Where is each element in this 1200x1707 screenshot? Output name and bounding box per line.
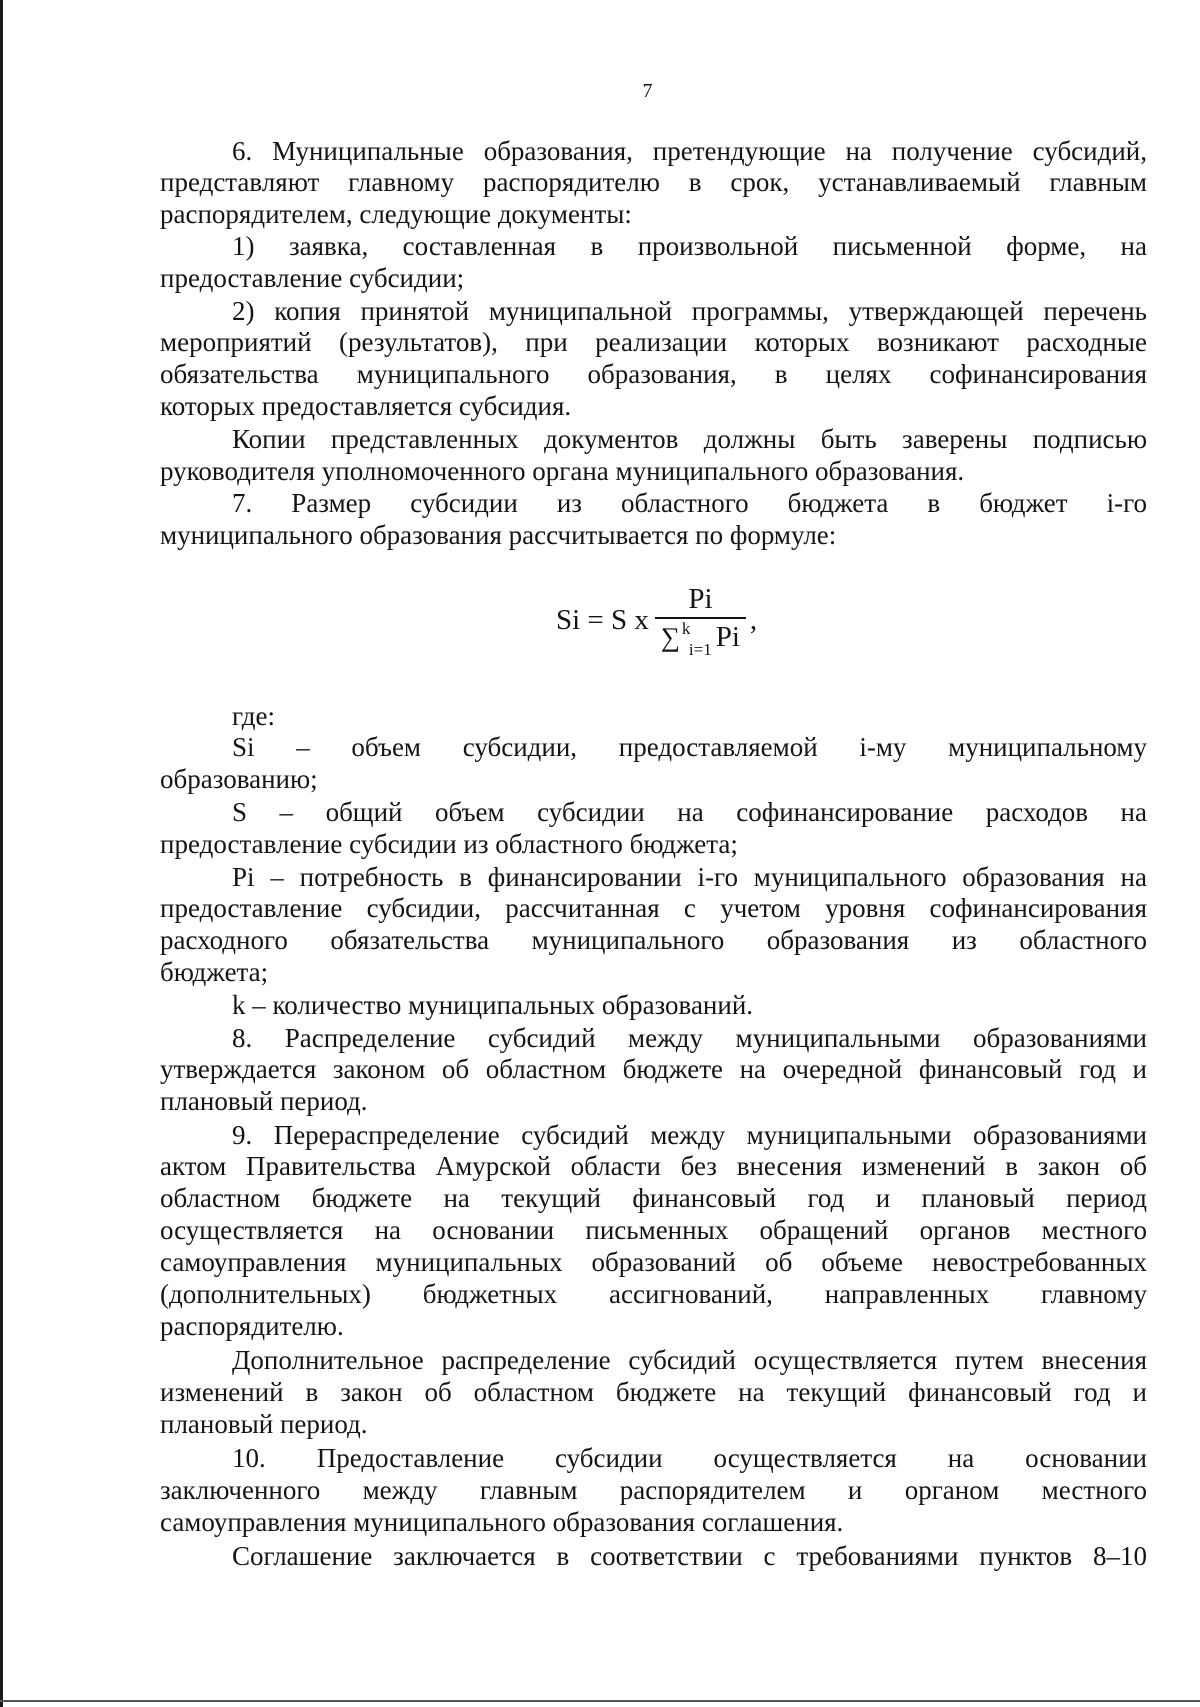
- text-line: расходного обязательства муниципального образования из областного: [160, 925, 1147, 955]
- sum-lower-limit: i=1: [688, 640, 712, 659]
- text-line: Соглашение заключается в соответствии с требованиями пунктов 8–10: [232, 1541, 1147, 1571]
- text-line: мероприятий (результатов), при реализации которых возникают расходные: [160, 327, 1147, 357]
- text-line: самоуправления муниципального образования соглашения.: [160, 1507, 844, 1537]
- text-line: S – общий объем субсидии на софинансирование расходов на: [232, 797, 1147, 827]
- sum-term: Pi: [715, 621, 740, 653]
- text-line: предоставление субсидии из областного бюджета;: [160, 829, 738, 859]
- text-line: плановый период.: [160, 1409, 368, 1439]
- text-line: областном бюджете на текущий финансовый год и плановый период: [160, 1183, 1147, 1213]
- text-line: Si – объем субсидии, предоставляемой i-му муниципальному: [232, 732, 1147, 762]
- text-line: заключенного между главным распорядителем и органом местного: [160, 1475, 1147, 1505]
- text-line: где:: [232, 701, 275, 731]
- text-line: 6. Муниципальные образования, претендующие на получение субсидий,: [232, 136, 1147, 166]
- text-line: муниципального образования рассчитывается по формуле:: [160, 520, 837, 550]
- text-line: 2) копия принятой муниципальной программы, утверждающей перечень: [232, 296, 1147, 326]
- text-line: изменений в закон об областном бюджете на текущий финансовый год и: [160, 1377, 1147, 1407]
- sum-upper-limit: k: [681, 619, 691, 638]
- text-line: самоуправления муниципальных образований об объеме невостребованных: [160, 1247, 1147, 1277]
- text-line: k – количество муниципальных образований.: [232, 990, 754, 1020]
- text-line: 9. Перераспределение субсидий между муниципальными образованиями: [232, 1120, 1147, 1150]
- page-bottom-edge: [0, 1700, 1200, 1702]
- text-line: Копии представленных документов должны быть заверены подписью: [232, 424, 1147, 454]
- formula-trailing: ,: [749, 603, 758, 636]
- formula-fraction: [655, 583, 746, 659]
- text-line: 8. Распределение субсидий между муниципальными образованиями: [232, 1023, 1147, 1053]
- text-line: 1) заявка, составленная в произвольной письменной форме, на: [232, 231, 1147, 261]
- sum-symbol: [660, 619, 691, 652]
- text-line: распорядителем, следующие документы:: [160, 199, 632, 229]
- text-line: распорядителю.: [160, 1311, 344, 1341]
- text-line: представляют главному распорядителю в срок, устанавливаемый главным: [160, 167, 1147, 197]
- formula-lhs: Si = S x: [556, 603, 649, 636]
- text-line: плановый период.: [160, 1086, 368, 1116]
- text-line: предоставление субсидии, рассчитанная с учетом уровня софинансирования: [160, 893, 1147, 923]
- text-line: бюджета;: [160, 957, 269, 987]
- text-line: Pi – потребность в финансировании i-го муниципального образования на: [232, 862, 1147, 892]
- text-line: которых предоставляется субсидия.: [160, 391, 572, 421]
- text-line: осуществляется на основании письменных обращений органов местного: [160, 1215, 1147, 1245]
- page-number: 7: [642, 80, 653, 102]
- formula-denominator: [655, 617, 746, 659]
- text-line: утверждается законом об областном бюджете на очередной финансовый год и: [160, 1054, 1147, 1084]
- formula-numerator: Pi: [688, 583, 713, 615]
- text-line: актом Правительства Амурской области без внесения изменений в закон об: [160, 1151, 1147, 1181]
- text-line: руководителя уполномоченного органа муниципального образования.: [160, 456, 965, 486]
- sum-sign: ∑: [660, 622, 681, 652]
- text-line: обязательства муниципального образования, в целях софинансирования: [160, 359, 1147, 389]
- text-line: 7. Размер субсидии из областного бюджета в бюджет i-го: [232, 488, 1147, 518]
- page-left-edge: [0, 0, 3, 1707]
- text-line: (дополнительных) бюджетных ассигнований, направленных главному: [160, 1279, 1147, 1309]
- text-line: образованию;: [160, 764, 318, 794]
- text-line: Дополнительное распределение субсидий осуществляется путем внесения: [232, 1345, 1147, 1375]
- subsidy-formula: [556, 580, 757, 660]
- text-line: 10. Предоставление субсидии осуществляется на основании: [232, 1443, 1147, 1473]
- text-line: предоставление субсидии;: [160, 263, 465, 293]
